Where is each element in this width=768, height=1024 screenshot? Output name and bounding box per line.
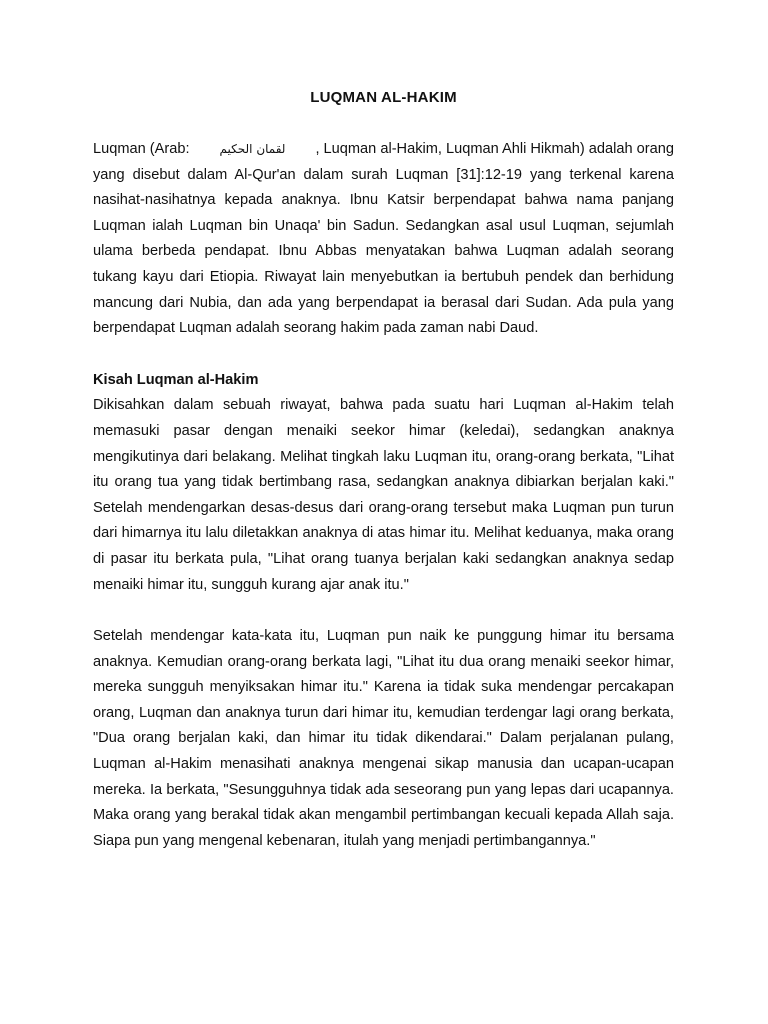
paragraph-spacer (93, 598, 674, 624)
section-heading: Kisah Luqman al-Hakim (93, 371, 259, 388)
story-paragraph-2: Setelah mendengar kata-kata itu, Luqman pun naik ke punggung himar itu bersama anaknya. Kemudian orang-orang berkata lagi, "Lihat itu dua orang menaiki seekor himar, mereka sungguh menyiksakan himar itu." Karena ia tidak suka mendengar percakapan orang, Luqman dan anaknya turun dari himar itu, kemudian terdengar lagi orang berkata, "Dua orang berjalan kaki, dan himar itu tidak dikendarai." Dalam perjalanan pulang, Luqman al-Hakim menasihati anaknya mengenai sikap manusia dan ucapan-ucapan mereka. Ia berkata, "Sesungguhnya tidak ada seseorang pun yang lepas dari ucapannya. Maka orang yang berakal tidak akan mengambil pertimbangan kecuali kepada Allah saja. Siapa pun yang mengenal kebenaran, itulah yang menjadi pertimbangannya." (93, 628, 674, 849)
paragraph-spacer (93, 342, 674, 368)
intro-prefix: Luqman (Arab: (93, 141, 190, 157)
intro-paragraph (93, 137, 674, 342)
arabic-name: لقمان الحكيم (219, 142, 286, 156)
story-paragraph-1: Dikisahkan dalam sebuah riwayat, bahwa pada suatu hari Luqman al-Hakim telah memasuki pasar dengan menaiki seekor himar (keledai), sedangkan anaknya mengikutinya dari belakang. Melihat tingkah laku Luqman itu, orang-orang berkata, "Lihat itu orang tua yang tidak bertimbang rasa, sedangkan anaknya dibiarkan berjalan kaki." Setelah mendengarkan desas-desus dari orang-orang tersebut maka Luqman pun turun dari himarnya itu lalu diletakkan anaknya di atas himar itu. Melihat keduanya, maka orang di pasar itu berkata pula, "Lihat orang tuanya berjalan kaki sedangkan anaknya sedap menaiki himar itu, sungguh kurang ajar anak itu." (93, 397, 674, 593)
document-page (93, 85, 674, 854)
document-title: LUQMAN AL-HAKIM (310, 89, 457, 106)
intro-body: yang disebut dalam Al-Qur'an dalam surah Luqman [31]:12-19 yang terkenal karena nasihat-nasihatnya kepada anaknya. Ibnu Katsir berpendapat bahwa nama panjang Luqman ialah Luqman bin Unaqa' bin Sadun. Sedangkan asal usul Luqman, sejumlah ulama berbeda pendapat. Ibnu Abbas menyatakan bahwa Luqman adalah seorang tukang kayu dari Etiopia. Riwayat lain menyebutkan ia bertubuh pendek dan berhidung mancung dari Nubia, dan ada yang berpendapat ia berasal dari Sudan. Ada pula yang berpendapat Luqman adalah seorang hakim pada zaman nabi Daud. (93, 166, 674, 337)
intro-first-line (93, 137, 674, 163)
intro-line1-rest: , Luqman al-Hakim, Luqman Ahli Hikmah) adalah orang (315, 141, 674, 157)
